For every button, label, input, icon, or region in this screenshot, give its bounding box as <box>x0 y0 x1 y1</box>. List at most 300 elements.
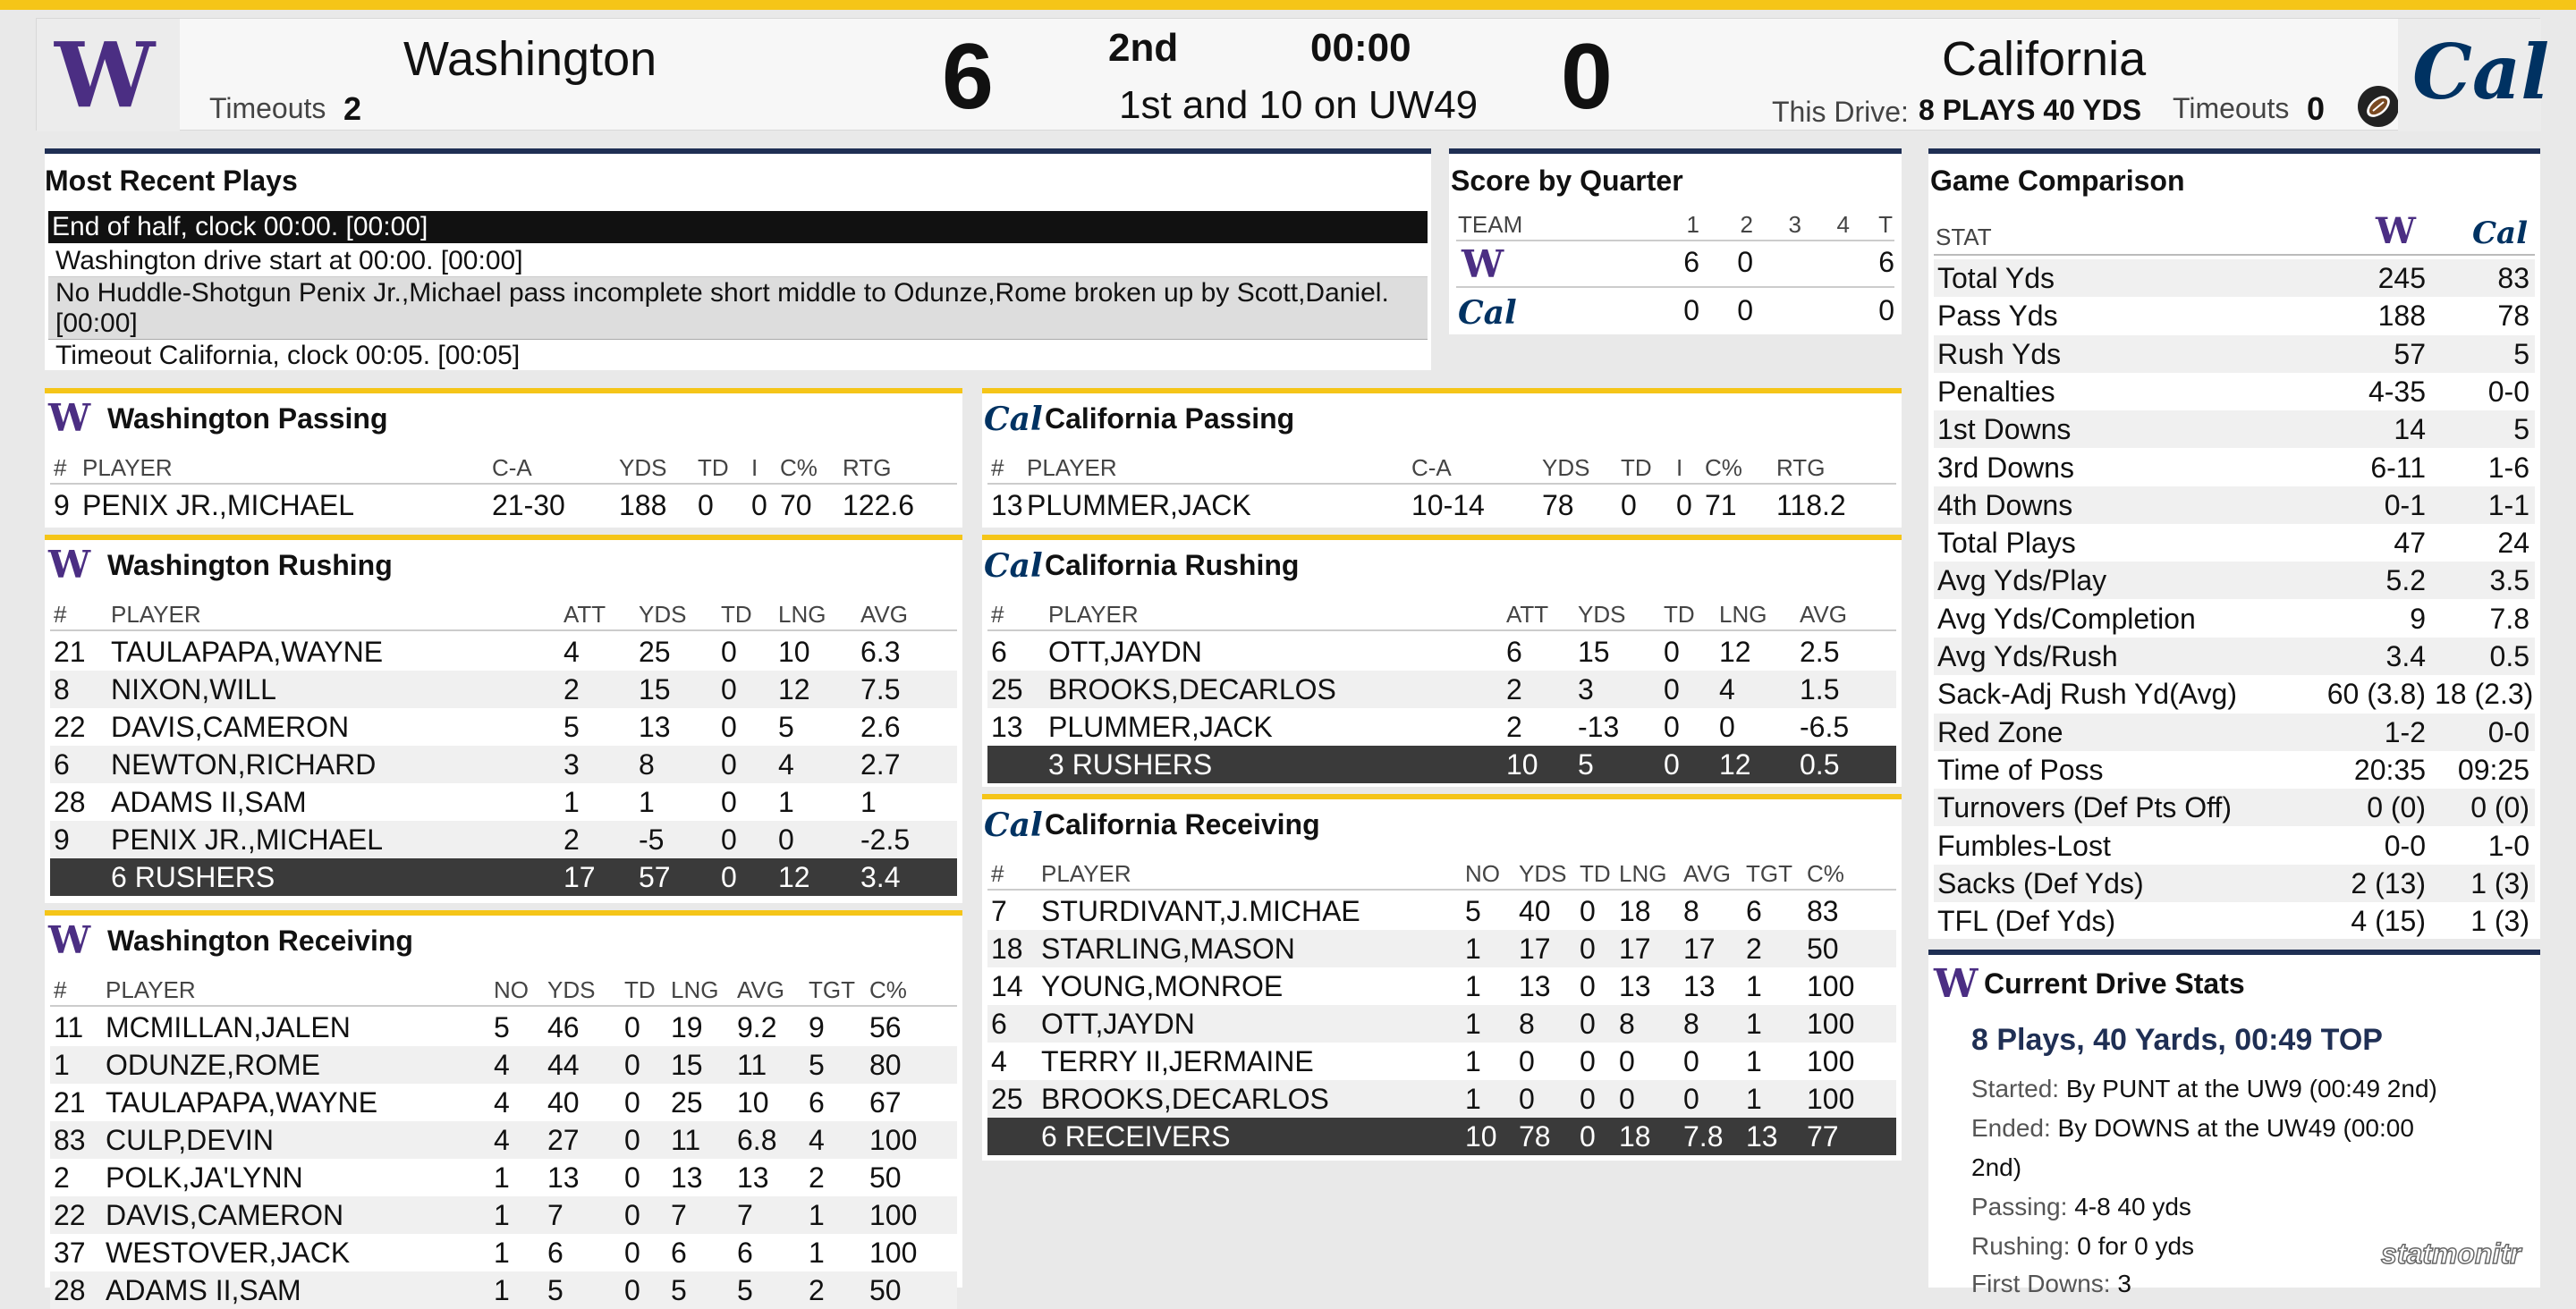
column-header: PLAYER <box>111 601 201 628</box>
play-item-multiline <box>48 277 1428 340</box>
table-cell: 5 <box>737 1274 753 1306</box>
table-cell: 1 <box>1465 1008 1481 1040</box>
table-cell: 14 <box>991 970 1023 1002</box>
gc-away-value: 0.5 <box>2489 640 2529 672</box>
table-cell: 78 <box>1519 1120 1551 1153</box>
column-header: TD <box>1664 601 1695 628</box>
column-header: C-A <box>1411 454 1452 481</box>
table-cell: 2 <box>564 823 580 856</box>
california-rushing-panel <box>982 535 1902 787</box>
table-cell: 1 <box>564 786 580 818</box>
gc-row <box>1934 600 2535 638</box>
gc-home-value: 245 <box>2377 262 2426 294</box>
gc-stat-label: Sack-Adj Rush Yd(Avg) <box>1937 678 2237 711</box>
table-row <box>987 708 1896 746</box>
table-cell: 12 <box>1719 748 1751 781</box>
table-cell: TAULAPAPA,WAYNE <box>106 1086 378 1119</box>
table-cell: 15 <box>1578 636 1610 668</box>
divider <box>987 889 1896 891</box>
table-cell: 10 <box>1465 1120 1497 1153</box>
table-cell: 0 <box>778 823 794 856</box>
drive-rushing-value: 0 for 0 yds <box>2077 1232 2195 1260</box>
table-cell: 0 <box>1664 636 1680 668</box>
table-cell: 6 <box>547 1237 564 1269</box>
table-row <box>50 671 957 708</box>
table-cell: 2 <box>1506 711 1522 743</box>
table-cell: 1.5 <box>1800 673 1840 705</box>
drive-started-label: Started: <box>1971 1075 2060 1102</box>
table-cell: 12 <box>1719 636 1751 668</box>
gc-stat-label: Avg Yds/Play <box>1937 564 2107 597</box>
table-cell: 1 <box>1746 1083 1762 1115</box>
drive-label: This Drive: <box>1772 96 1909 128</box>
table-cell: PLUMMER,JACK <box>1048 711 1273 743</box>
table-cell: 8 <box>1683 1008 1699 1040</box>
table-cell: 1 <box>1465 933 1481 965</box>
table-row <box>50 1234 957 1271</box>
recent-plays-title: Most Recent Plays <box>45 165 298 197</box>
table-cell: 21 <box>54 636 86 668</box>
table-cell: NIXON,WILL <box>111 673 276 705</box>
table-cell: 6 <box>737 1237 753 1269</box>
table-cell: 44 <box>547 1049 580 1081</box>
drive-ended-label: Ended: <box>1971 1114 2051 1142</box>
statmonitr-watermark: statmonitr <box>2381 1237 2521 1270</box>
table-cell: 1 <box>778 786 794 818</box>
table-cell: 0 <box>1621 489 1637 521</box>
gc-row <box>1934 827 2535 865</box>
table-cell: 100 <box>1807 1008 1855 1040</box>
table-cell: 40 <box>1519 895 1551 927</box>
table-cell: 25 <box>671 1086 703 1119</box>
table-cell: 100 <box>869 1124 918 1156</box>
sbq-cell: 6 <box>1878 246 1894 278</box>
gc-home-value: 57 <box>2394 337 2426 370</box>
table-cell: 0 <box>1719 711 1735 743</box>
table-cell: 0 <box>624 1086 640 1119</box>
gc-away-value: 7.8 <box>2489 602 2529 635</box>
gc-away-value: 1-6 <box>2487 451 2529 484</box>
sbq-header-q2: 2 <box>1740 211 1753 238</box>
table-cell: 7.8 <box>1683 1120 1724 1153</box>
gc-row <box>1934 751 2535 789</box>
column-header: AVG <box>860 601 908 628</box>
table-cell: 1 <box>639 786 655 818</box>
divider <box>50 1005 957 1007</box>
column-header: RTG <box>843 454 892 481</box>
gc-away-value: 0 (0) <box>2470 791 2529 824</box>
table-cell: 100 <box>1807 970 1855 1002</box>
total-row <box>987 746 1896 783</box>
divider <box>1456 286 1894 288</box>
table-cell: 13 <box>547 1161 580 1194</box>
column-header: ATT <box>564 601 606 628</box>
table-cell: 3 <box>1578 673 1594 705</box>
column-header: PLAYER <box>82 454 173 481</box>
sbq-header-q3: 3 <box>1788 211 1801 238</box>
table-cell: DAVIS,CAMERON <box>106 1199 344 1231</box>
table-cell: POLK,JA'LYNN <box>106 1161 303 1194</box>
divider <box>1934 254 2535 256</box>
table-cell: 1 <box>494 1199 510 1231</box>
drive-ended-value: By DOWNS at the UW49 (00:00 <box>2057 1114 2414 1142</box>
table-cell: 0 <box>624 1274 640 1306</box>
table-cell: 7.5 <box>860 673 901 705</box>
table-row <box>50 486 957 524</box>
table-cell: 0 <box>1580 970 1596 1002</box>
table-cell: 0 <box>624 1199 640 1231</box>
table-cell: 0 <box>1619 1045 1635 1077</box>
table-cell: TERRY II,JERMAINE <box>1041 1045 1314 1077</box>
table-title: Washington Rushing <box>107 549 393 581</box>
table-cell: 37 <box>54 1237 86 1269</box>
table-cell: TAULAPAPA,WAYNE <box>111 636 384 668</box>
table-row <box>50 633 957 671</box>
drive-passing <box>1971 1191 2191 1223</box>
table-cell: 0 <box>721 861 737 893</box>
table-cell: 100 <box>869 1199 918 1231</box>
score-by-quarter-title: Score by Quarter <box>1451 165 1683 197</box>
washington-receiving-panel <box>45 910 962 1306</box>
column-header: TGT <box>809 976 855 1003</box>
california-logo-small: Cal <box>984 807 1043 844</box>
table-row <box>987 633 1896 671</box>
table-cell: 0 <box>721 673 737 705</box>
table-cell: 0 <box>1519 1045 1535 1077</box>
table-cell: 13 <box>639 711 671 743</box>
table-cell: 25 <box>991 1083 1023 1115</box>
table-cell: 2 <box>1746 933 1762 965</box>
gc-away-value: 78 <box>2497 300 2529 333</box>
gc-home-value: 3.4 <box>2385 640 2426 672</box>
table-cell: YOUNG,MONROE <box>1041 970 1284 1002</box>
gc-away-value: 1-1 <box>2487 488 2529 521</box>
table-cell: 0 <box>1580 1120 1596 1153</box>
washington-logo-small: W <box>48 543 91 587</box>
california-receiving-panel <box>982 794 1902 1161</box>
drive-value: 8 PLAYS 40 YDS <box>1919 94 2142 126</box>
table-cell: 118.2 <box>1776 489 1846 521</box>
table-cell: 12 <box>778 673 810 705</box>
gc-home-value: 47 <box>2394 527 2426 560</box>
current-drive-panel <box>1928 950 2540 1297</box>
table-cell: 100 <box>1807 1083 1855 1115</box>
table-cell: 3 RUSHERS <box>1048 748 1213 781</box>
table-cell: 10-14 <box>1411 489 1485 521</box>
gc-row <box>1934 714 2535 751</box>
table-row <box>50 1084 957 1121</box>
table-cell: 5 <box>671 1274 687 1306</box>
table-cell: 2 <box>564 673 580 705</box>
scoreboard-header <box>36 18 2550 131</box>
column-header: PLAYER <box>1027 454 1117 481</box>
table-cell: 13 <box>1746 1120 1778 1153</box>
gc-home-value: 2 (13) <box>2351 866 2426 899</box>
sbq-cell: 6 <box>1683 246 1699 278</box>
table-cell: 1 <box>1746 1008 1762 1040</box>
column-header: ATT <box>1506 601 1549 628</box>
top-accent-bar <box>0 0 2576 10</box>
sbq-cell: 0 <box>1737 246 1753 278</box>
column-header: YDS <box>619 454 667 481</box>
table-cell: 4 <box>494 1086 510 1119</box>
table-title: California Passing <box>1045 402 1295 435</box>
table-cell: 0 <box>1683 1045 1699 1077</box>
table-cell: 1 <box>809 1237 825 1269</box>
column-header: LNG <box>1719 601 1767 628</box>
gc-away-value: 0-0 <box>2487 715 2529 748</box>
gc-stat-label: Total Yds <box>1937 262 2055 294</box>
table-cell: 18 <box>1619 1120 1651 1153</box>
gc-stat-label: Rush Yds <box>1937 337 2062 370</box>
gc-away-value: 3.5 <box>2489 564 2529 597</box>
gc-home-value: 6-11 <box>2370 451 2426 484</box>
column-header: C% <box>869 976 907 1003</box>
gc-row <box>1934 562 2535 599</box>
table-cell: 1 <box>1465 1045 1481 1077</box>
table-row <box>987 1005 1896 1043</box>
table-cell: 25 <box>639 636 671 668</box>
column-header: YDS <box>547 976 596 1003</box>
play-text-line: No Huddle-Shotgun Penix Jr.,Michael pass incomplete short middle to Odunze,Rome broken up by Scott,Daniel. <box>55 278 1389 308</box>
table-cell: 83 <box>54 1124 86 1156</box>
table-cell: 9.2 <box>737 1011 777 1043</box>
table-cell: 17 <box>1683 933 1716 965</box>
sbq-header-total: T <box>1878 211 1893 238</box>
table-cell: 25 <box>991 673 1023 705</box>
table-cell: 9 <box>54 489 70 521</box>
gc-stat-label: Time of Poss <box>1937 753 2104 786</box>
away-team-name: California <box>1942 32 2147 86</box>
table-cell: 21-30 <box>492 489 565 521</box>
table-cell: 6 <box>54 748 70 781</box>
table-cell: 0 <box>1664 748 1680 781</box>
table-cell: 4 <box>778 748 794 781</box>
table-cell: 7 <box>671 1199 687 1231</box>
table-cell: 6 <box>671 1237 687 1269</box>
table-row <box>50 1046 957 1084</box>
drive-ended <box>1971 1112 2414 1144</box>
table-cell: 57 <box>639 861 671 893</box>
play-item: Timeout California, clock 00:05. [00:05] <box>55 341 521 370</box>
table-cell: BROOKS,DECARLOS <box>1048 673 1336 705</box>
table-cell: 1 <box>1465 970 1481 1002</box>
column-header: PLAYER <box>1048 601 1139 628</box>
table-cell: 5 <box>564 711 580 743</box>
away-timeouts-label: Timeouts <box>2173 92 2290 124</box>
gc-row <box>1934 789 2535 826</box>
table-cell: 22 <box>54 1199 86 1231</box>
table-cell: 1 <box>1746 970 1762 1002</box>
table-cell: 22 <box>54 711 86 743</box>
table-cell: 17 <box>1619 933 1651 965</box>
column-header: YDS <box>1578 601 1626 628</box>
column-header: LNG <box>671 976 719 1003</box>
drive-started-value: By PUNT at the UW9 (00:49 2nd) <box>2065 1075 2437 1102</box>
table-row <box>987 930 1896 967</box>
column-header: # <box>54 454 67 481</box>
table-row <box>987 1080 1896 1118</box>
table-cell: 0 <box>721 748 737 781</box>
table-cell: 0 <box>1580 895 1596 927</box>
column-header: PLAYER <box>1041 860 1131 887</box>
quarter: 2nd <box>1108 26 1179 70</box>
table-cell: 0 <box>1683 1083 1699 1115</box>
table-cell: -6.5 <box>1800 711 1850 743</box>
table-cell: 4 <box>494 1049 510 1081</box>
table-cell: 2 <box>809 1161 825 1194</box>
gc-row <box>1934 449 2535 486</box>
column-header: C% <box>780 454 818 481</box>
table-cell: 13 <box>1519 970 1551 1002</box>
column-header: NO <box>1465 860 1500 887</box>
gc-row <box>1934 638 2535 675</box>
drive-passing-label: Passing: <box>1971 1193 2068 1220</box>
table-row <box>50 708 957 746</box>
table-cell: 50 <box>869 1274 902 1306</box>
table-cell: 19 <box>671 1011 703 1043</box>
play-item: End of half, clock 00:00. [00:00] <box>48 211 1428 243</box>
table-row <box>987 967 1896 1005</box>
sbq-row-washington <box>1456 242 1894 286</box>
away-score: 0 <box>1561 25 1613 129</box>
table-cell: WESTOVER,JACK <box>106 1237 351 1269</box>
divider <box>987 629 1896 631</box>
california-logo-small: Cal <box>984 401 1043 438</box>
table-cell: ADAMS II,SAM <box>111 786 307 818</box>
column-header: TD <box>1580 860 1611 887</box>
table-cell: 1 <box>54 1049 70 1081</box>
table-cell: 9 <box>809 1011 825 1043</box>
table-row <box>50 1009 957 1046</box>
column-header: LNG <box>778 601 826 628</box>
drive-first-downs <box>1971 1268 2131 1300</box>
table-cell: 11 <box>671 1124 701 1156</box>
game-clock: 00:00 <box>1310 26 1411 70</box>
table-cell: 0 <box>1664 711 1680 743</box>
table-row <box>50 746 957 783</box>
california-passing-panel <box>982 388 1902 528</box>
california-logo: Cal <box>2412 28 2550 116</box>
gc-home-value: 14 <box>2394 413 2426 446</box>
drive-ended-cont: 2nd) <box>1971 1153 2022 1181</box>
table-cell: 13 <box>991 489 1023 521</box>
table-cell: 0 <box>721 786 737 818</box>
column-header: C% <box>1807 860 1844 887</box>
table-cell: MCMILLAN,JALEN <box>106 1011 351 1043</box>
gc-home-value: 0-1 <box>2384 488 2426 521</box>
gc-away-value: 18 (2.3) <box>2435 678 2534 711</box>
table-cell: 6 <box>809 1086 825 1119</box>
table-cell: 188 <box>619 489 667 521</box>
gc-home-value: 4 (15) <box>2351 905 2426 938</box>
down-distance: 1st and 10 on UW49 <box>1119 83 1479 127</box>
table-row <box>50 783 957 821</box>
table-cell: 5 <box>1578 748 1594 781</box>
gc-row <box>1934 410 2535 448</box>
gc-home-value: 9 <box>2410 602 2426 635</box>
recent-plays-panel <box>45 148 1431 370</box>
gc-away-value: 1 (3) <box>2470 905 2529 938</box>
column-header: AVG <box>1800 601 1847 628</box>
home-team-name: Washington <box>403 32 657 86</box>
table-cell: 0 <box>721 823 737 856</box>
table-cell: 100 <box>869 1237 918 1269</box>
table-cell: 50 <box>1807 933 1839 965</box>
game-comparison-panel <box>1928 148 2540 939</box>
gc-stat-label: Penalties <box>1937 375 2055 408</box>
table-cell: 21 <box>54 1086 86 1119</box>
table-cell: 71 <box>1705 489 1737 521</box>
table-cell: ODUNZE,ROME <box>106 1049 320 1081</box>
table-row <box>50 1196 957 1234</box>
table-cell: 0 <box>1619 1083 1635 1115</box>
column-header: AVG <box>737 976 784 1003</box>
gc-stat-label: Total Plays <box>1937 527 2076 560</box>
table-cell: DAVIS,CAMERON <box>111 711 350 743</box>
gc-row <box>1934 902 2535 940</box>
table-cell: -5 <box>639 823 665 856</box>
table-cell: 0 <box>624 1124 640 1156</box>
table-cell: 13 <box>1683 970 1716 1002</box>
gc-away-value: 24 <box>2497 527 2529 560</box>
table-cell: 6.3 <box>860 636 901 668</box>
gc-home-value: 5.2 <box>2385 564 2426 597</box>
divider <box>50 629 957 631</box>
table-cell: 1 <box>860 786 877 818</box>
table-cell: 50 <box>869 1161 902 1194</box>
table-row <box>50 1121 957 1159</box>
table-cell: 1 <box>1465 1083 1481 1115</box>
column-header: # <box>54 976 67 1003</box>
table-cell: 18 <box>1619 895 1651 927</box>
gc-row <box>1934 675 2535 713</box>
sbq-row-california <box>1456 291 1894 332</box>
gc-stat-label: Pass Yds <box>1937 300 2058 333</box>
column-header: C-A <box>492 454 532 481</box>
table-cell: 0 <box>721 636 737 668</box>
table-cell: 0 <box>721 711 737 743</box>
table-cell: 1 <box>809 1199 825 1231</box>
table-cell: 2 <box>1506 673 1522 705</box>
gc-stat-label: Turnovers (Def Pts Off) <box>1937 791 2232 824</box>
table-cell: PENIX JR.,MICHAEL <box>111 823 384 856</box>
table-cell: 100 <box>1807 1045 1855 1077</box>
table-cell: 7 <box>737 1199 753 1231</box>
table-cell: 8 <box>54 673 70 705</box>
table-cell: 6 <box>1506 636 1522 668</box>
gc-away-value: 0-0 <box>2487 375 2529 408</box>
table-cell: 8 <box>1683 895 1699 927</box>
table-row <box>50 1271 957 1309</box>
football-icon <box>2357 85 2400 128</box>
table-cell: 9 <box>54 823 70 856</box>
table-cell: 122.6 <box>843 489 915 521</box>
table-cell: 0 <box>624 1011 640 1043</box>
table-cell: 0 <box>1580 1045 1596 1077</box>
column-header: RTG <box>1776 454 1826 481</box>
table-row <box>50 821 957 858</box>
gc-stat-label: Red Zone <box>1937 715 2063 748</box>
gc-away-value: 1 (3) <box>2470 866 2529 899</box>
table-cell: 13 <box>991 711 1023 743</box>
table-cell: 2.5 <box>1800 636 1840 668</box>
table-cell: 6 <box>991 1008 1007 1040</box>
home-timeouts-value: 2 <box>343 90 362 127</box>
gc-stat-label: 4th Downs <box>1937 488 2073 521</box>
table-cell: 77 <box>1807 1120 1839 1153</box>
table-cell: 10 <box>778 636 810 668</box>
